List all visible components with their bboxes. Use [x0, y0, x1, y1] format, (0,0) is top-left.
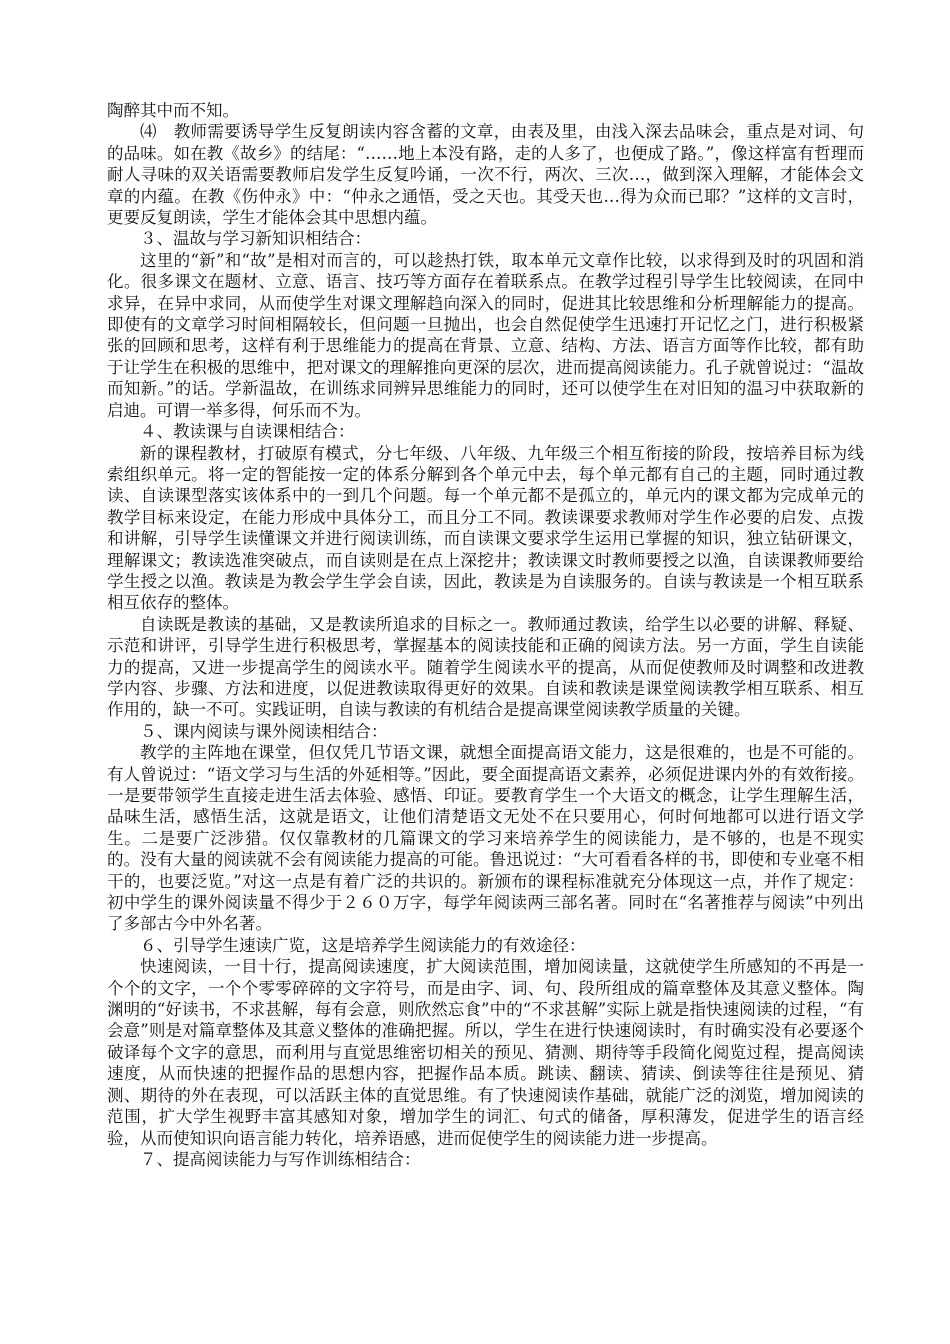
section-heading-5: ５、课内阅读与课外阅读相结合：	[140, 721, 388, 741]
paragraph-section-4-a: 新的课程教材，打破原有模式，分七年级、八年级、九年级三个相互衔接的阶段，按培养目标为线索组织单元。将一定的智能按一定的体系分解到各个单元中去，每个单元都有自己的主题，同时通过教读、自读课型落实该体系中的一到几个问题。每一个单元都不是孤立的，单元内的课文都为完成单元的教学目标来设定，在能力形成中具体分工，而且分工不同。教读课要求教师对学生作必要的启发、点拨和讲解，引导学生读懂课文并进行阅读训练，而自读课文要求学生运用已掌握的知识，独立钻研课文，理解课文；教读选准突破点，而自读则是在点上深挖井；教读课文时教师要授之以渔，自读课教师要给学生授之以渔。教读是为教会学生学会自读，因此，教读是为自读服务的。自读与教读是一个相互联系相互依存的整体。	[107, 443, 864, 613]
paragraph-section-6: 快速阅读，一目十行，提高阅读速度，扩大阅读范围，增加阅读量，这就使学生所感知的不再是一个个的文字，一个个零零碎碎的文字符号，而是由字、词、句、段所组成的篇章整体及其意义整体。陶渊明的“好读书，不求甚解，每有会意，则欣然忘食”中的“不求甚解”实际上就是指快速阅读的过程，“有会意”则是对篇章整体及其意义整体的准确把握。所以，学生在进行快速阅读时，有时确实没有必要逐个破译每个文字的意思，而利用与直觉思维密切相关的预见、猜测、期待等手段简化阅览过程，提高阅读速度，从而快速的把握作品的思想内容，把握作品本质。跳读、翻读、猜读、倒读等往往是预见、猜测、期待的外在表现，可以活跃主体的直觉思维。有了快速阅读作基础，就能广泛的浏览，增加阅读的范围，扩大学生视野丰富其感知对象，增加学生的词汇、句式的储备，厚积薄发，促进学生的语言经验，从而使知识向语言能力转化，培养语感，进而促使学生的阅读能力进一步提高。	[107, 957, 864, 1148]
section-heading-7: ７、提高阅读能力与写作训练相结合：	[140, 1149, 421, 1169]
document-body	[107, 100, 864, 1170]
section-heading-3: ３、温故与学习新知识相结合：	[140, 229, 371, 249]
paragraph-section-3: 这里的“新”和“故”是相对而言的，可以趁热打铁，取本单元文章作比较，以求得到及时的巩固和消化。很多课文在题材、立意、语言、技巧等方面存在着联系点。在教学过程引导学生比较阅读，在同中求异，在异中求同，从而使学生对课文理解趋向深入的同时，促进其比较思维和分析理解能力的提高。即使有的文章学习时间相隔较长，但问题一旦抛出，也会自然促使学生迅速打开记忆之门，进行积极紧张的回顾和思考，这样有利于思维能力的提高在背景、立意、结构、方法、语言方面等作比较，都有助于让学生在积极的思维中，把对课文的理解推向更深的层次，进而提高阅读能力。孔子就曾说过：“温故而知新。”的话。学新温故，在训练求同辨异思维能力的同时，还可以使学生在对旧知的温习中获取新的启迪。可谓一举多得，何乐而不为。	[107, 250, 864, 420]
paragraph-continuation: 陶醉其中而不知。	[107, 101, 239, 120]
paragraph-item-4: ⑷ 教师需要诱导学生反复朗读内容含蓄的文章，由表及里，由浅入深去品味会，重点是对词、句的品味。如在教《故乡》的结尾：“……地上本没有路，走的人多了，也便成了路。”，像这样富有哲理而耐人寻味的双关语需要教师启发学生反复吟诵，一次不行，两次、三次…，做到深入理解，才能体会文章的内蕴。在教《伤仲永》中：“仲永之通悟，受之天也。其受天也…得为众而已耶？”这样的文言时，更要反复朗读，学生才能体会其中思想内蕴。	[107, 122, 864, 228]
section-heading-6: ６、引导学生速读广览，这是培养学生阅读能力的有效途径：	[140, 935, 586, 955]
section-heading-4: ４、教读课与自读课相结合：	[140, 422, 355, 442]
paragraph-section-4-b: 自读既是教读的基础，又是教读所追求的目标之一。教师通过教读，给学生以必要的讲解、释疑、示范和讲评，引导学生进行积极思考，掌握基本的阅读技能和正确的阅读方法。另一方面，学生自读能力的提高，又进一步提高学生的阅读水平。随着学生阅读水平的提高，从而促使教师及时调整和改进教学内容、步骤、方法和进度，以促进教读取得更好的效果。自读和教读是课堂阅读教学相互联系、相互作用的，缺一不可。实践证明，自读与教读的有机结合是提高课堂阅读教学质量的关键。	[107, 614, 864, 720]
paragraph-section-5: 教学的主阵地在课堂，但仅凭几节语文课，就想全面提高语文能力，这是很难的，也是不可能的。有人曾说过：“语文学习与生活的外延相等。”因此，要全面提高语文素养，必须促进课内外的有效衔接。一是要带领学生直接走进生活去体验、感悟、印证。要教育学生一个大语文的概念，让学生理解生活，品味生活，感悟生活，这就是语文，让他们清楚语文无处不在只要用心，何时何地都可以进行语文学生。二是要广泛涉猎。仅仅靠教材的几篇课文的学习来培养学生的阅读能力，是不够的，也是不现实的。没有大量的阅读就不会有阅读能力提高的可能。鲁迅说过：“大可看看各样的书，即使和专业毫不相干的，也要泛览。”对这一点是有着广泛的共识的。新颁布的课程标准就充分体现这一点，并作了规定：初中学生的课外阅读量不得少于２６０万字，每学年阅读两三部名著。同时在“名著推荐与阅读”中列出了多部古今中外名著。	[107, 743, 864, 934]
